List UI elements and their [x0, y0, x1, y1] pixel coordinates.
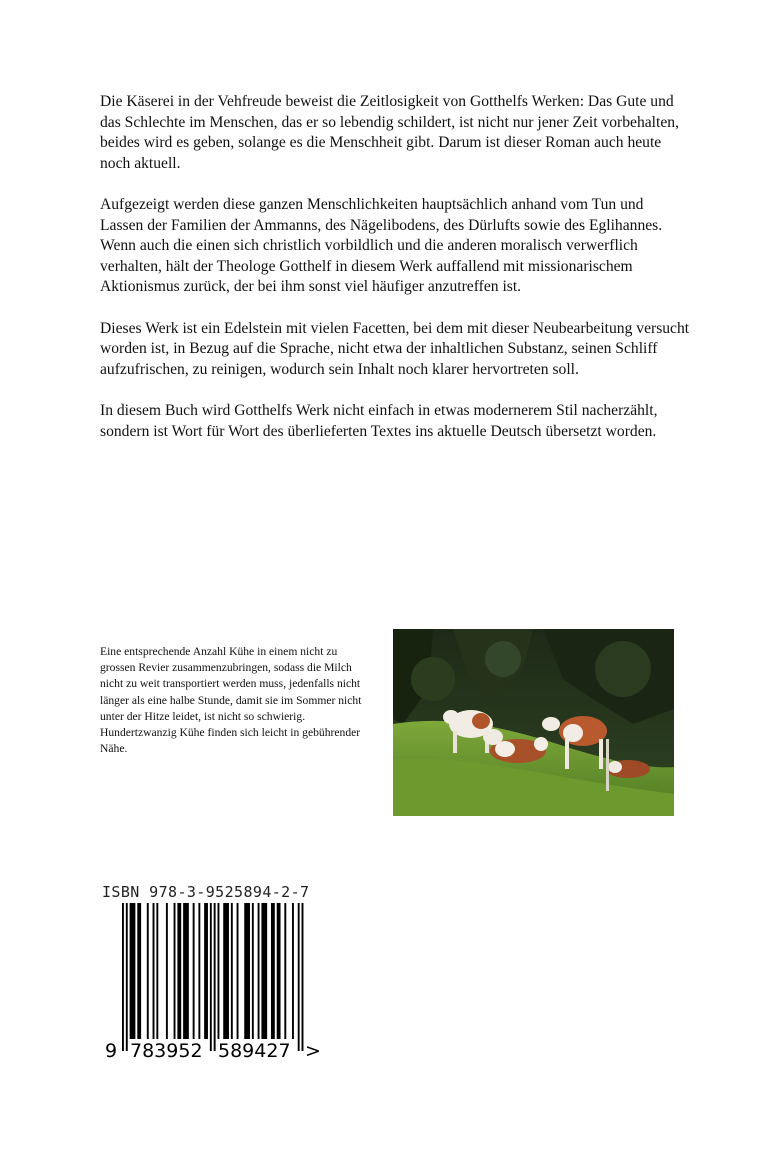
barcode-bar	[271, 903, 275, 1039]
barcode-quiet-mark: >	[305, 1040, 321, 1060]
blurb-paragraph-4: In diesem Buch wird Gotthelfs Werk nicht einfach in etwas modernerem Stil nacherzählt, sondern ist Wort für Wort des überlieferten Textes ins aktuelle Deutsch übersetzt worden.	[100, 401, 658, 440]
isbn-barcode	[100, 903, 340, 1060]
barcode-bar	[261, 903, 267, 1039]
barcode-digits-right: 589427	[218, 1040, 291, 1060]
barcode-guard-bar	[122, 903, 124, 1051]
blurb-paragraph-3: Dieses Werk ist ein Edelstein mit vielen Facetten, bei dem mit dieser Neubearbeitung versucht worden ist, in Bezug auf die Sprache, nicht etwa der inhaltlichen Substanz, seinen Schliff aufzufrischen, zu reinigen, wodurch sein Inhalt noch klarer hervortreten soll.	[100, 319, 690, 378]
isbn-label: ISBN 978-3-9525894-2-7	[102, 883, 310, 901]
barcode-bar	[156, 903, 158, 1039]
barcode-bar	[204, 903, 208, 1039]
barcode-guard-bar	[126, 903, 128, 1051]
barcode-bar	[198, 903, 200, 1039]
barcode-bar	[147, 903, 149, 1039]
barcode-bar	[166, 903, 168, 1039]
barcode-bar	[223, 903, 229, 1039]
barcode-bar	[231, 903, 233, 1039]
barcode-bar	[277, 903, 281, 1039]
barcode-bar	[174, 903, 176, 1039]
barcode-digit-first: 9	[105, 1040, 118, 1060]
barcode-bar	[292, 903, 294, 1039]
blurb-paragraph-1: Die Käserei in der Vehfreude beweist die Zeitlosigkeit von Gotthelfs Werken: Das Gute und das Schlechte im Menschen, das er so lebendig schildert, ist nicht nur jener Zeit vorbehalten, beides wird es geben, solange es die Menschheit gibt. Darum ist dieser Roman auch heute noch aktuell.	[100, 93, 679, 172]
barcode-bar	[284, 903, 286, 1039]
barcode-bar	[130, 903, 136, 1039]
barcode-bar	[137, 903, 141, 1039]
blurb-text	[100, 92, 690, 463]
barcode-bar	[177, 903, 181, 1039]
barcode-digits-left: 783952	[130, 1040, 203, 1060]
barcode-bar	[258, 903, 260, 1039]
cows-photo	[393, 629, 674, 816]
barcode-bar	[193, 903, 195, 1039]
barcode-guard-bar	[298, 903, 300, 1051]
barcode-bar	[153, 903, 155, 1039]
photo-caption: Eine entsprechende Anzahl Kühe in einem nicht zu grossen Revier zusammenzubringen, sodass die Milch nicht zu weit transportiert werden muss, jedenfalls nicht länger als eine halbe Stunde, damit sie im Sommer nicht unter der Hitze leidet, ist nicht so schwierig. Hundertzwanzig Kühe finden sich leicht in gebührender Nähe.	[100, 645, 362, 756]
barcode-guard-bar	[210, 903, 212, 1051]
barcode-bar	[218, 903, 220, 1039]
barcode-bar	[237, 903, 239, 1039]
blurb-paragraph-2: Aufgezeigt werden diese ganzen Menschlichkeiten hauptsächlich anhand vom Tun und Lassen der Familien der Ammanns, des Nägelibodens, des Dürlufts sowie des Eglihannes. Wenn auch die einen sich christlich vorbildlich und die anderen moralisch verwerflich verhalten, hält der Theologe Gotthelf in diesem Werk auffallend mit missionarischem Aktionismus zurück, der bei ihm sonst viel häufiger anzutreffen ist.	[100, 195, 663, 296]
barcode-guard-bar	[302, 903, 304, 1051]
barcode-guard-bar	[214, 903, 216, 1051]
barcode-bar	[252, 903, 254, 1039]
barcode-bar	[183, 903, 189, 1039]
barcode-bar	[244, 903, 250, 1039]
